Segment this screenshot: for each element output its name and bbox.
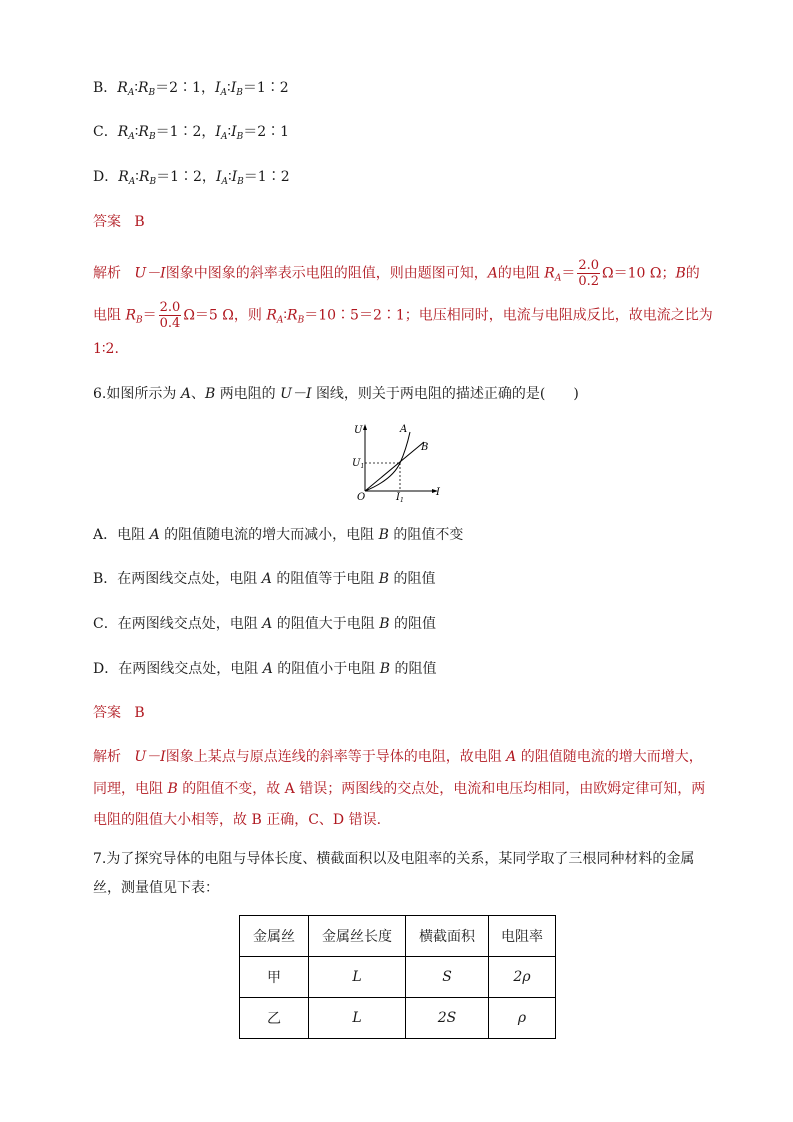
u1-label: $U_1$	[352, 458, 365, 470]
table-cell: 甲	[240, 957, 309, 998]
analysis-prev-line3: 1∶2.	[93, 341, 119, 357]
u-axis-label: U	[354, 425, 363, 436]
table-cell: 乙	[240, 998, 309, 1039]
i1-label: $I_1$	[396, 492, 404, 502]
fraction-rb: $\frac{2.0}{0.4}$	[159, 300, 181, 331]
q6-option-c: C．在两图线交点处，电阻 A 的阻值大于电阻 B 的阻值	[93, 616, 436, 632]
table-header: 金属丝长度	[309, 916, 406, 957]
analysis-prev-line2: 电阻 $R_B=$ $\frac{2.0}{0.4}$ Ω＝5 Ω，则 $R_A∶R_B=10∶5=2∶1$；电压相同时，电流与电阻成反比，故电流之比为	[93, 300, 713, 331]
ui-graph	[348, 420, 448, 502]
table-header: 横截面积	[406, 916, 489, 957]
q7-stem-line1: 7.为了探究导体的电阻与导体长度、横截面积以及电阻率的关系，某同学取了三根同种材料的金属	[93, 851, 695, 867]
table-row	[240, 998, 556, 1039]
q6-option-b: B．在两图线交点处，电阻 A 的阻值等于电阻 B 的阻值	[93, 571, 436, 587]
wire-table	[239, 915, 556, 1039]
option-d: D．$R_A∶R_B=1∶2$，$I_A∶I_B=1∶2$	[93, 169, 290, 187]
q6-answer: 答案 B	[93, 705, 145, 721]
fraction-ra: $\frac{2.0}{0.2}$	[578, 258, 600, 289]
table-row	[240, 957, 556, 998]
u-axis-arrow	[363, 424, 367, 430]
table-header-row	[240, 916, 556, 957]
q6-stem: 6.如图所示为 A、B 两电阻的 U－I 图线，则关于两电阻的描述正确的是( )	[93, 386, 579, 402]
curve-a-label: A	[400, 424, 408, 435]
table-cell: L	[309, 998, 406, 1039]
table-cell: ρ	[489, 998, 556, 1039]
q6-option-d: D．在两图线交点处，电阻 A 的阻值小于电阻 B 的阻值	[93, 661, 437, 677]
i-axis-label: I	[436, 487, 440, 498]
line-b-label: B	[421, 442, 429, 453]
table-cell: 2ρ	[489, 957, 556, 998]
analysis-prev-line1: 解析 U－I图象中图象的斜率表示电阻的阻值，则由题图可知，A的电阻 $R_A=$ $\frac{2.0}{0.2}$ Ω＝10 Ω；B的	[93, 258, 700, 289]
table-cell: 2S	[406, 998, 489, 1039]
q7-stem-line2: 丝，测量值见下表：	[93, 880, 219, 896]
q6-analysis-line3: 电阻的阻值大小相等，故 B 正确，C、D 错误.	[93, 812, 382, 828]
q6-analysis-line1: 解析 U－I图象上某点与原点连线的斜率等于导体的电阻，故电阻 A 的阻值随电流的增大而增大，	[93, 749, 703, 765]
line-b	[365, 442, 424, 491]
table-cell: S	[406, 957, 489, 998]
option-c: C．$R_A∶R_B=1∶2$，$I_A∶I_B=2∶1$	[93, 124, 290, 142]
table-header: 电阻率	[489, 916, 556, 957]
q6-option-a: A．电阻 A 的阻值随电流的增大而减小，电阻 B 的阻值不变	[93, 527, 464, 543]
q6-analysis-line2: 同理，电阻 B 的阻值不变，故 A 错误；两图线的交点处，电流和电压均相同，由欧姆定律可知，两	[93, 781, 706, 797]
curve-a	[365, 432, 410, 491]
option-b: B．$R_A∶R_B=2∶1$，$I_A∶I_B=1∶2$	[93, 80, 289, 98]
answer-prev: 答案 B	[93, 214, 145, 230]
origin-label: O	[357, 492, 366, 502]
table-header: 金属丝	[240, 916, 309, 957]
table-cell: L	[309, 957, 406, 998]
